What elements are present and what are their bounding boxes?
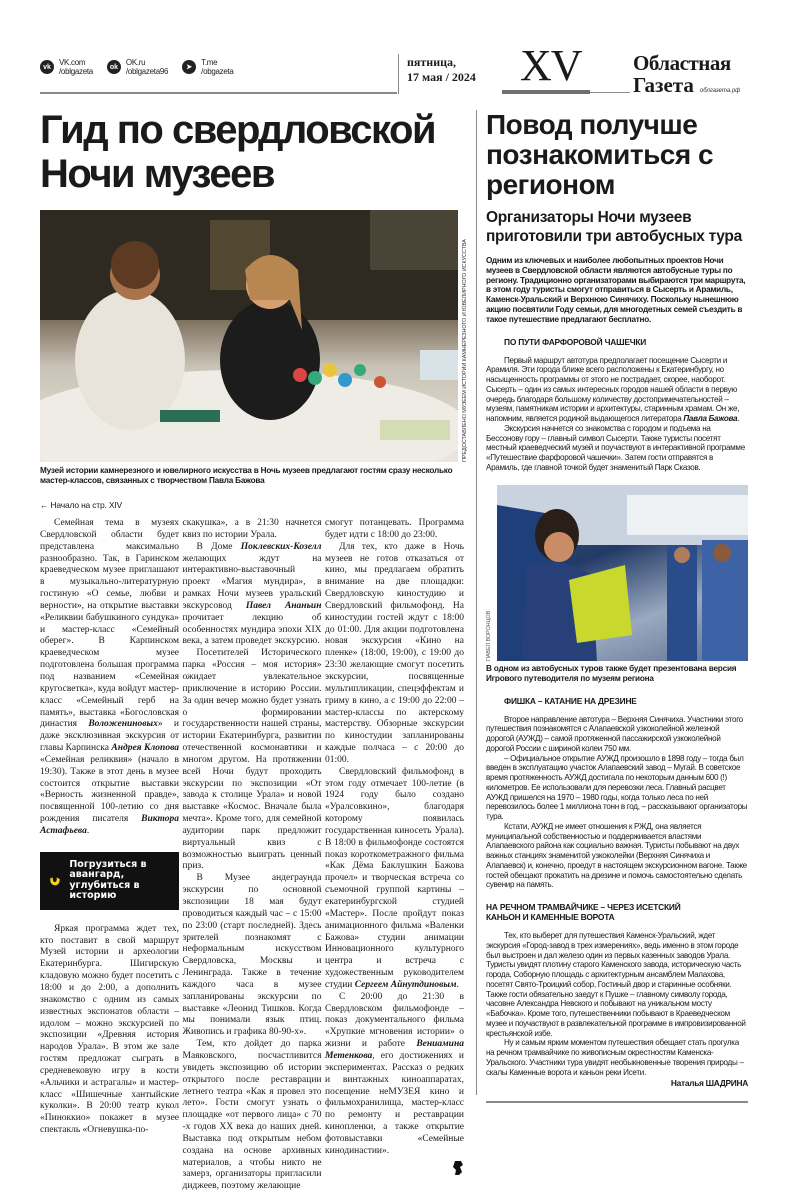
- photo-illustration: [497, 485, 748, 661]
- highlighted-name: Андрея Клопова: [111, 743, 180, 754]
- social-telegram-line1: T.me: [201, 58, 218, 67]
- left-photo-credit: ПРЕДОСТАВЛЕНО МУЗЕЕМ ИСТОРИИ КАМНЕРЕЗНОГО И ЮВЕЛИРНОГО ИСКУССТВА: [462, 239, 468, 462]
- right-photo-credit: ПАВЕЛ ВОРОНЦОВ: [486, 610, 492, 661]
- social-ok-line1: OK.ru: [125, 58, 146, 67]
- text-run: – Официальное открытие АУЖД произошло в 1898 году – тогда был введен в эксплуатацию участок Алапаевский завод – Мугай. В советское время протяженность АУЖД достигала по некоторым данным 600 (!) километров. Ее использовали для перевозки леса. Главный расцвет АУЖД пришелся на 1970 – 1980 годы, когда только леса по ней перевозилось более 1 миллиона тонн в год, – рассказывают организаторы тура.: [486, 753, 748, 822]
- right-headline: Повод получше познакомиться с регионом: [486, 109, 714, 200]
- social-vk[interactable]: [40, 58, 93, 76]
- social-telegram[interactable]: [182, 58, 233, 76]
- right-section-3: [486, 902, 748, 1089]
- paragraph: [183, 518, 322, 542]
- social-links: [40, 58, 234, 76]
- text-run: , его достижениях и экспериментах. Рассказ о редких и винтажных киноаппаратах, посещение неМУЗЕЯ кино и фильмохранилища, мастер-класс по ремонту и реставрации кинопленки, а также открытие фотовыставки «Семейные кинодинастии».: [325, 1050, 464, 1156]
- section-2-title: ФИШКА – КАТАНИЕ НА ДРЕЗИНЕ: [504, 695, 637, 706]
- logo: [633, 52, 793, 96]
- logo-line1: Областная: [633, 51, 731, 75]
- text-run: Второе направление автотура – Верхняя Синячиха. Участники этого путешествия познакомятся с Алапаевской узкоколейной железной дорогой (АУЖД) – самой протяженной пассажирской узкоколейной дорогой России с шириной колеи 750 мм.: [486, 714, 743, 753]
- left-column-3: [325, 518, 464, 1193]
- header-divider: [398, 54, 399, 94]
- section-1-title: ПО ПУТИ ФАРФОРОВОЙ ЧАШЕЧКИ: [504, 336, 647, 347]
- social-vk-line2: /oblgazeta: [59, 67, 93, 76]
- social-ok[interactable]: [107, 58, 168, 76]
- highlighted-name: Сергеем Айнутдиновым: [354, 979, 457, 990]
- left-article: [40, 108, 472, 1193]
- paragraph: [325, 992, 464, 1158]
- text-run: Для тех, кто даже в Ночь музеев не готов отказаться от кино, мы предлагаем обратить внимание на две площадки: Свердловскую киностудию и Свердловский фильмофонд. На киностудии гостей ждут с 18:00 до 01:00. Для акции подготовлена новая экскурсия «Кино на пленке» (18:00, 19:00), с 19:00 до 23:30 желающие смогут посетить экскурсии, посвященные мультипликации, спецэффектам и гриму в кино, а с 19:00 до 22:00 – мастер-классы по актерскому мастерству. Обзорные экскурсии по киностудии запланированы каждые полчаса – с 20:00 до 01:00.: [325, 541, 464, 765]
- text-run: «Семейная реликвия» (начало в 19:30). Также в этот день в музее состоится открытие выставки «Верность жизненной правде», посвященной 100-летию со дня рождения писателя: [40, 754, 179, 825]
- left-column-1: [40, 518, 179, 1193]
- end-mark-icon: [325, 1160, 464, 1181]
- page-number: XV: [520, 41, 582, 90]
- highlighted-name: Виктора Астафьева: [40, 814, 179, 836]
- right-subheadline: Организаторы Ночи музеев приготовили три автобусных тура: [486, 209, 742, 245]
- highlighted-name: Вениамина Метенкова: [325, 1039, 464, 1061]
- social-vk-line1: VK.com: [59, 58, 86, 67]
- text-run: Посетителей Исторического парка «Россия – моя история» ожидает увлекательное приключение в историю России. За один вечер можно будет узнать о формировании государственности нашей страны, истории Екатеринбурга, развитии отечественной космонавтики и многом другом. На протяжении всей Ночи будут проходить экскурсии по экспозиции «От завода к столице Урала» и новой выставке «Космос. Вначале была мечта». Кроме того, для семейной аудитории парк предложит виртуальный квиз с возможностью выиграть ценный приз.: [182, 648, 322, 872]
- paragraph: [486, 822, 748, 890]
- text-run: Тех, кто выберет для путешествия Каменск-Уральский, ждет экскурсия «Город-завод в трех измерениях», ведь именно в этом городе был выстроен и дал железо один из первых казенных заводов Урала. Туристы увидят плотину старого Каменского завода, историческую часть города, Соборную площадь с архитектурным ансамблем Малахова, посетят Свято-Троицкий собор, Гостиный двор и старинные особняки. Также гости обязательно заедут к Пушке – главному символу города, часовне Александра Невского и побывают на уникальном мосту «Бабочка». Кроме того, путешественники побывают в Краеведческом музее и поучаствуют в развлекательной программе в импровизированной крестьянской избе.: [486, 931, 746, 1038]
- text-run: Тем, кто дойдет до парка Маяковского, посчастливится увидеть экспозицию об истории открытого после реставрации летнего театра «Как я провел это лето». Гости смогут узнать о площадке «от первого лица» с 70 -х годов XX века до наших дней. Выставка под открытым небом создана на основе архивных материалов, а чтобы никто не замерз, организаторы пригласили диджеев, поэтому желающие: [182, 1039, 322, 1192]
- paragraph: [40, 924, 179, 1137]
- section-3-title: НА РЕЧНОМ ТРАМВАЙЧИКЕ – ЧЕРЕЗ ИСЕТСКИЙ КАНЬОН И КАМЕННЫЕ ВОРОТА: [486, 902, 681, 923]
- highlighted-name: Воложениновых: [88, 719, 158, 730]
- left-headline: Гид по свердловской Ночи музеев: [40, 108, 436, 196]
- text-run: Свердловский фильмофонд в этом году отмечает 100-летие (в 1924 году было создано «Уралсовкино», благодаря которому появилась государственная киносеть Урала). В 18:00 в фильмофонде состоятся показ короткометражного фильма «Как Дёма Баклушкин Бажова прочел» и творческая встреча со съемочной группой картины – екатеринбургской студией «Мастер». После пройдут показ анимационного фильма «Валенки Бажова» студии анимации Инновационного культурного центра и встреча с художественным руководителем студии: [325, 766, 464, 990]
- paragraph: [486, 356, 748, 424]
- text-run: » и даже эксклюзивная экскурсия от главы Карпинска: [40, 719, 179, 754]
- text-run: Кстати, АУЖД не имеет отношения к РЖД, она является муниципальной собственностью и поддерживается властями Алапаевского района как социально важная. Туристы побывают на двух важных станциях знаменитой узкоколейки (Верхняя Синячиха и Алапаевск) и, конечно, проедут в настоящем экскурсионном вагоне. Также гостей обещают прокатить на дрезине и помочь самостоятельно сделать сувенир на память.: [486, 821, 747, 890]
- paragraph: [183, 542, 322, 649]
- paragraph: [183, 1039, 322, 1193]
- page-number-bar: [502, 90, 590, 94]
- paragraph: [486, 1038, 748, 1077]
- bottom-rule: [486, 1101, 748, 1103]
- right-section-2: [486, 696, 748, 891]
- text-run: .: [737, 414, 740, 424]
- date: 17 мая / 2024: [407, 70, 476, 84]
- right-section-1: [486, 337, 748, 473]
- text-run: скакушка», а в 21:30 начнется квиз по истории Урала.: [182, 518, 322, 540]
- header-rule: [40, 92, 397, 94]
- avant-garde-icon: [48, 864, 61, 898]
- paragraph: [486, 715, 748, 754]
- museum-workshop-photo: [40, 210, 458, 462]
- right-article: [486, 110, 748, 1103]
- text-run: Экскурсия начнется со знакомства с городом и подъема на Бессонову гору – главный символ Сысерти. Также туристы посетят местный краеведческий музей и поучаствуют в интерактивной программе «Путешествие фарфоровой чашечки». Затем гости отправятся в Арамиль, где главной точкой будет знаменитый Парк Сказов.: [486, 423, 745, 472]
- right-photo-caption: В одном из автобусных туров также будет презентована версия Игрового путеводителя по музеям региона: [486, 663, 737, 683]
- left-photo-caption: Музей истории камнерезного и ювелирного искусства в Ночь музеев предлагают гостям сразу несколько мастер-классов, связанных с творчеством Павла Бажова: [40, 466, 453, 485]
- bus-tour-photo: [497, 485, 748, 661]
- photo-illustration: [40, 210, 458, 462]
- paragraph: [486, 424, 748, 473]
- vk-icon: vk: [40, 60, 54, 74]
- social-ok-line2: /oblgazeta96: [125, 67, 169, 76]
- paragraph: [486, 931, 748, 1038]
- text-run: Семейная тема в музеях Свердловской области будет представлена максимально разнообразно. Так, в Гаринском краеведческом музее приглашают в музыкально-литературную гостиную «О семье, любви и верности», на открытие выставки «Реликвии бабушкиного сундука» и мастер-класс «Семейный оберег». В Карпинском краеведческом музее подготовлена большая программа под названием «Семейная кругосветка», куда войдут мастер-класс «Семейный герб на память», выставка «Богословская династия: [40, 518, 179, 730]
- paragraph: [183, 648, 322, 873]
- paragraph: [325, 518, 464, 542]
- ok-icon: ok: [107, 60, 121, 74]
- text-run: .: [86, 825, 90, 836]
- promo-box: [40, 852, 179, 910]
- author-byline: Наталья ШАДРИНА: [670, 1078, 748, 1089]
- left-column-2: [183, 518, 322, 1193]
- logo-site: облгазета.рф: [699, 88, 741, 94]
- text-run: прочитает лекцию об особенностях мундира эпохи XIX века, а затем проведет экскурсию.: [182, 612, 322, 647]
- weekday: пятница,: [407, 55, 457, 69]
- paragraph: [40, 518, 179, 838]
- paragraph: [325, 767, 464, 992]
- text-run: В Музее андеграунда экскурсии по основной экспозиции 18 мая будут проводиться каждый час – с 15:00 по 23:00 (старт последней). Здесь зрителей познакомят с неформальным искусством Свердловска, Москвы и Ленинграда. Также в течение каждого часа в музее запланированы экскурсии по выставке «Леонид Тишков. Когда мы понимали язык птиц. Живопись и графика 80-90-х».: [182, 873, 322, 1038]
- social-telegram-line2: /obgazeta: [201, 67, 234, 76]
- text-run: .: [456, 979, 459, 990]
- telegram-icon: ➤: [182, 60, 196, 74]
- continued-from-link[interactable]: [40, 500, 472, 510]
- logo-line2: Газета: [633, 73, 694, 97]
- left-columns: [40, 518, 464, 1193]
- highlighted-name: Поклевских-Козелл: [240, 541, 322, 552]
- promo-text: Погрузиться в авангард, углубиться в историю: [69, 858, 147, 902]
- article-divider: [476, 110, 477, 1095]
- right-photo-block: [486, 485, 748, 661]
- paragraph: [486, 754, 748, 822]
- paragraph: [183, 873, 322, 1039]
- arrow-left-icon: ←: [40, 500, 49, 510]
- text-run: желающих ждут на интерактивно-выставочный проект «Магия мундира», в рамках Ночи музеев уральский экскурсовод: [182, 553, 322, 611]
- text-run: Ну и самым ярким моментом путешествия обещает стать прогулка на речном трамвайчике по живописным окрестностям Каменска-Уральского. Участники тура увидят необыкновенные творения природы – скалы Каменные ворота и каньон реки Исети.: [486, 1038, 744, 1077]
- text-run: Яркая программа ждет тех, кто поставит в свой маршрут Музей истории и археологии Екатеринбурга. Шигирскую кладовую можно будет посетить с 18:00 и до 2:00, а дополнить знакомство с одним из самых известных экспонатов области – идолом – можно экскурсией по экспозиции «Древняя история народов Урала». В этом же зале гостям предложат сыграть в средневековую игру в кости «Альчики и астрагалы» и мастер-класс «Шишечные хантыйские куколки». В 20:00 театр кукол «Пиноккио» покажет в музее спектакль «Огневушка-по-: [40, 923, 179, 1136]
- paragraph: [325, 542, 464, 767]
- text-run: смогут потанцевать. Программа будет идти с 18:00 до 23:00.: [325, 518, 464, 540]
- header-rule-right: [590, 92, 630, 93]
- text-run: С 20:00 до 21:30 в Свердловском фильмофонде – показ документального фильма «Хрупкие мгновения истории» о жизни и работе: [325, 991, 464, 1050]
- left-photo-block: [40, 210, 472, 462]
- text-run: В Доме: [196, 541, 241, 552]
- highlighted-name: Павел Ананьин: [245, 600, 322, 611]
- right-lead: Одним из ключевых и наиболее любопытных проектов Ночи музеев в Свердловской области являются автобусные туры по региону. Традиционно организаторами выбираются три маршрута, в этом году туристы смогут отправиться в Сысерть и Арамиль, Каменск-Уральский и Верхнюю Синячиху. Поскольку нынешнюю акцию посвятили Году семьи, для многодетных семей съездить в такое путешествие предлагают бесплатно.: [486, 256, 746, 324]
- highlighted-name: Павла Бажова: [683, 414, 738, 424]
- continued-from-text: Начало на стр. XIV: [50, 500, 122, 510]
- text-run: Первый маршрут автотура предполагает посещение Сысерти и Арамиля. Эти города ближе всего расположены к Екатеринбургу, но насыщенность программы от этого не пострадает, скорее, наоборот. Сысерть – один из самых интересных городов нашей области в первую очередь благодаря большому количеству достопримечательностей – музеям, памятникам истории и архитектуры, старинным храмам. Он же, напомним, является родиной выдающегося литератора: [486, 355, 740, 424]
- issue-date: [407, 55, 476, 85]
